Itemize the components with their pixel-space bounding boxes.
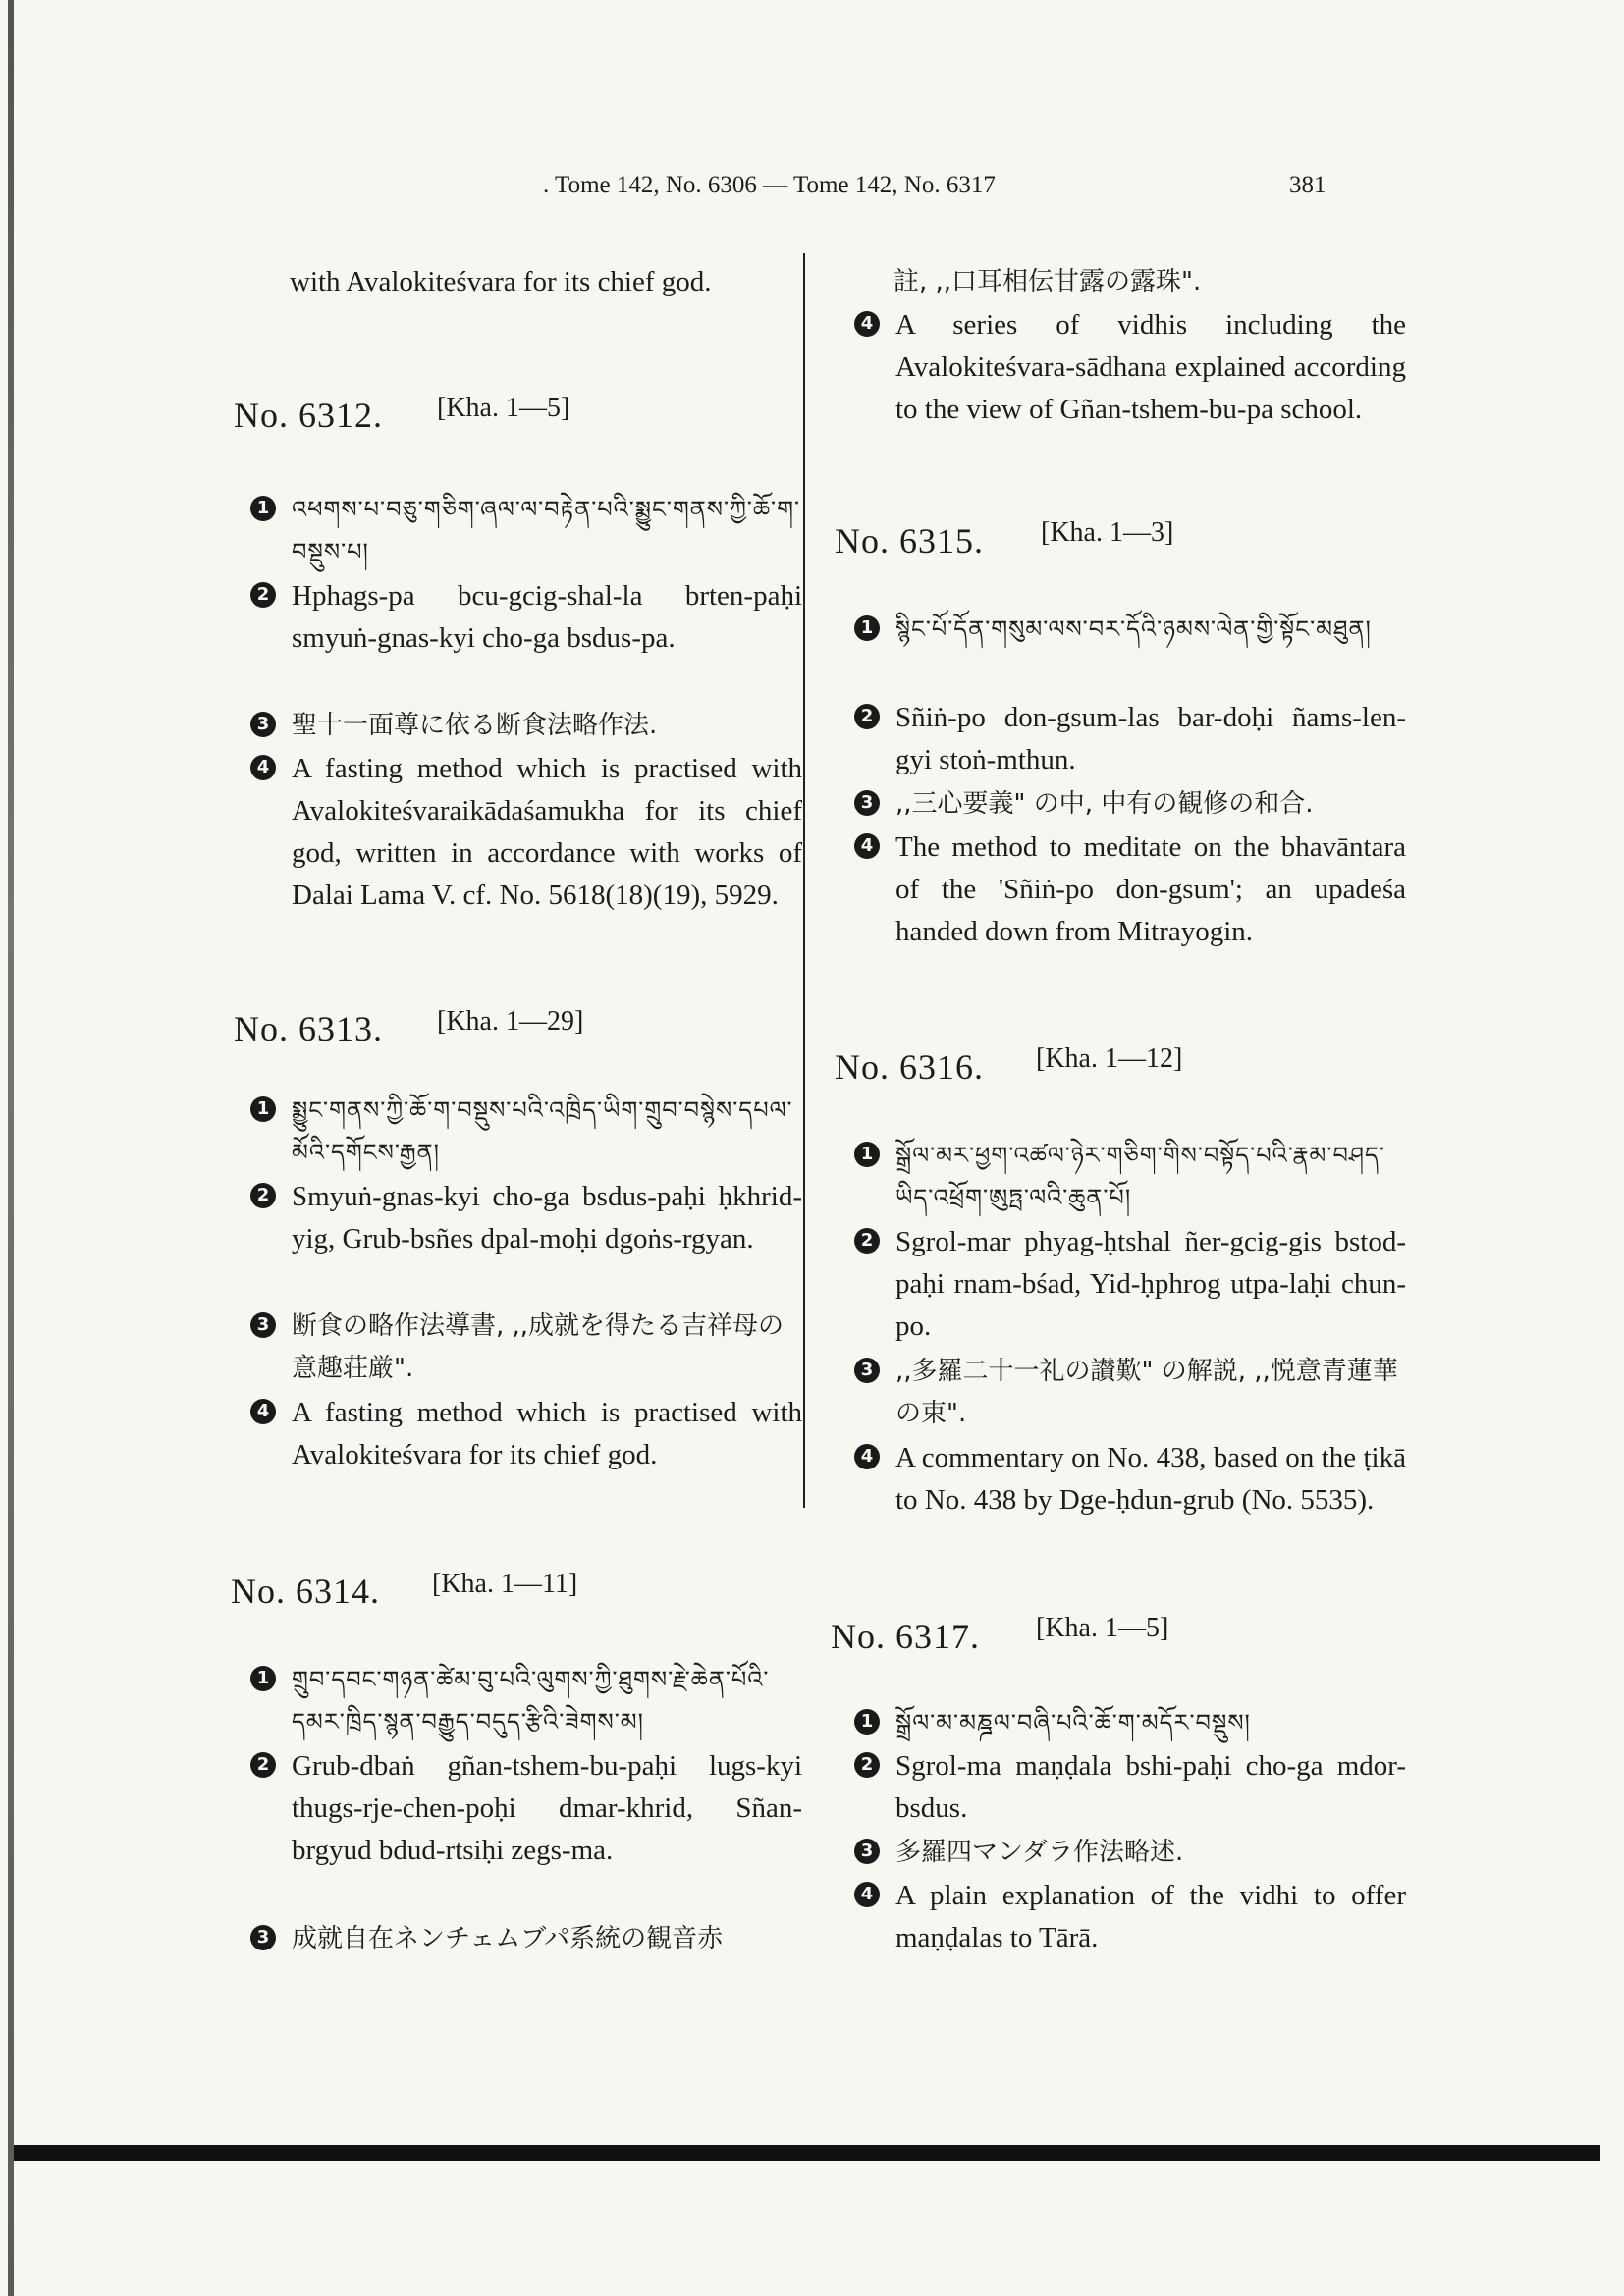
tibetan-text: སྙིང་པོ་དོན་གསུམ་ལས་བར་དོའི་ཉམས་ལེན་གྱི་སྟོང་མཐུན། (895, 615, 1372, 643)
transliteration-text: Hphags-pa bcu-gcig-shal-la brten-paḥi smyuṅ-gnas-kyi cho-ga bsdus-pa. (292, 580, 802, 654)
marker-1: 1 (250, 496, 276, 521)
entry-reference: [Kha. 1—3] (1041, 517, 1174, 548)
english-text: A series of vidhis including the Avalokiteśvara-sādhana explained according to the view of Gñan-tshem-bu-pa school. (895, 309, 1406, 425)
japanese-text: 成就自在ネンチェムブパ系統の観音赤 (292, 1924, 724, 1953)
entry-number: No. 6316. (835, 1047, 984, 1087)
page-number: 381 (1289, 172, 1326, 198)
english-text: A fasting method which is practised with Avalokiteśvaraikādaśamukha for its chief god, written in accordance with works of Dalai Lama V. cf. No. 5618(18)(19), 5929. (292, 753, 802, 911)
marker-3: 3 (250, 712, 276, 737)
tibetan-text: སྒྲོལ་མ་མཎྜལ་བཞི་པའི་ཆོ་ག་མདོར་བསྡུས། (895, 1709, 1251, 1736)
marker-4: 4 (854, 833, 880, 859)
marker-3: 3 (250, 1312, 276, 1338)
marker-2: 2 (854, 704, 880, 729)
carry-over-text: with Avalokiteśvara for its chief god. (290, 266, 712, 297)
transliteration-text: Smyuṅ-gnas-kyi cho-ga bsdus-paḥi ḥkhrid-yig, Grub-bsñes dpal-moḥi dgoṅs-rgyan. (292, 1181, 802, 1255)
marker-3: 3 (250, 1925, 276, 1950)
entry-reference: [Kha. 1—12] (1036, 1043, 1183, 1074)
entry-number: No. 6317. (831, 1617, 980, 1656)
entry-reference: [Kha. 1—5] (437, 393, 570, 423)
marker-2: 2 (250, 1752, 276, 1778)
page-scan-edge (8, 0, 14, 2296)
carry-over-japanese: 註, ,,口耳相伝甘露の露珠". (893, 267, 1202, 296)
transliteration-text: Sñiṅ-po don-gsum-las bar-doḥi ñams-len-gyi stoṅ-mthun. (895, 702, 1406, 775)
marker-4: 4 (250, 755, 276, 780)
entry-reference: [Kha. 1—5] (1036, 1613, 1169, 1643)
entry-number: No. 6312. (234, 396, 383, 435)
tibetan-text: སྒྲོལ་མར་ཕྱག་འཚལ་ཉེར་གཅིག་གིས་བསྟོད་པའི་རྣམ་བཤད་ཡིད་འཕྲོག་ཨུཏྤ་ལའི་ཆུན་པོ། (895, 1142, 1385, 1211)
marker-4: 4 (250, 1399, 276, 1424)
entry-number: No. 6313. (234, 1009, 383, 1048)
english-text: A plain explanation of the vidhi to offer maṇḍalas to Tārā. (895, 1880, 1406, 1953)
marker-1: 1 (854, 1709, 880, 1735)
marker-2: 2 (250, 582, 276, 608)
japanese-text: ,,多羅二十一礼の讃歎" の解説, ,,悦意青蓮華の束". (895, 1357, 1398, 1428)
marker-2: 2 (250, 1183, 276, 1208)
english-text: A commentary on No. 438, based on the ṭikā to No. 438 by Dge-ḥdun-grub (No. 5535). (895, 1442, 1406, 1516)
marker-1: 1 (250, 1666, 276, 1691)
marker-2: 2 (854, 1752, 880, 1778)
marker-1: 1 (854, 615, 880, 641)
marker-4: 4 (854, 1882, 880, 1907)
entry-number: No. 6315. (835, 521, 984, 561)
japanese-text: ,,三心要義" の中, 中有の観修の和合. (895, 789, 1314, 819)
tibetan-text: གྲུབ་དབང་གཉན་ཚེམ་བུ་པའི་ལུགས་ཀྱི་ཐུགས་རྗེ་ཆེན་པོའི་དམར་ཁྲིད་སྙན་བརྒྱུད་བདུད་རྩིའི་ཟེགས་མ། (292, 1666, 770, 1735)
entry-number: No. 6314. (231, 1572, 380, 1611)
marker-3: 3 (854, 1839, 880, 1864)
transliteration-text: Sgrol-mar phyag-ḥtshal ñer-gcig-gis bstod-paḥi rnam-bśad, Yid-ḥphrog utpa-laḥi chun-po. (895, 1226, 1406, 1342)
running-title: . Tome 142, No. 6306 — Tome 142, No. 6317 (543, 172, 996, 198)
japanese-text: 聖十一面尊に依る断食法略作法. (292, 711, 658, 740)
tibetan-text: འཕགས་པ་བཅུ་གཅིག་ཞལ་ལ་བརྟེན་པའི་སྨྱུང་གནས་ཀྱི་ཆོ་ག་བསྡུས་པ། (292, 496, 801, 565)
entry-reference: [Kha. 1—29] (437, 1006, 584, 1037)
english-text: The method to meditate on the bhavāntara of the 'Sñiṅ-po don-gsum'; an upadeśa handed down from Mitrayogin. (895, 831, 1406, 947)
tibetan-text: སྨྱུང་གནས་ཀྱི་ཆོ་ག་བསྡུས་པའི་འཁྲིད་ཡིག་གྲུབ་བསྙེས་དཔལ་མོའི་དགོངས་རྒྱན། (292, 1096, 793, 1166)
marker-4: 4 (854, 311, 880, 337)
column-divider (803, 253, 805, 1508)
marker-1: 1 (854, 1142, 880, 1167)
marker-4: 4 (854, 1444, 880, 1469)
transliteration-text: Sgrol-ma maṇḍala bshi-paḥi cho-ga mdor-bsdus. (895, 1750, 1406, 1824)
english-text: A fasting method which is practised with Avalokiteśvara for its chief god. (292, 1397, 802, 1470)
marker-2: 2 (854, 1228, 880, 1254)
marker-3: 3 (854, 790, 880, 816)
marker-1: 1 (250, 1096, 276, 1122)
transliteration-text: Grub-dbaṅ gñan-tshem-bu-paḥi lugs-kyi thugs-rje-chen-poḥi dmar-khrid, Sñan-brgyud bdud-rtsiḥi zegs-ma. (292, 1750, 802, 1866)
japanese-text: 断食の略作法導書, ,,成就を得たる吉祥母の意趣荘厳". (292, 1311, 785, 1383)
japanese-text: 多羅四マンダラ作法略述. (895, 1838, 1184, 1867)
entry-reference: [Kha. 1—11] (432, 1569, 578, 1599)
marker-3: 3 (854, 1358, 880, 1383)
page-bottom-edge (14, 2145, 1600, 2161)
